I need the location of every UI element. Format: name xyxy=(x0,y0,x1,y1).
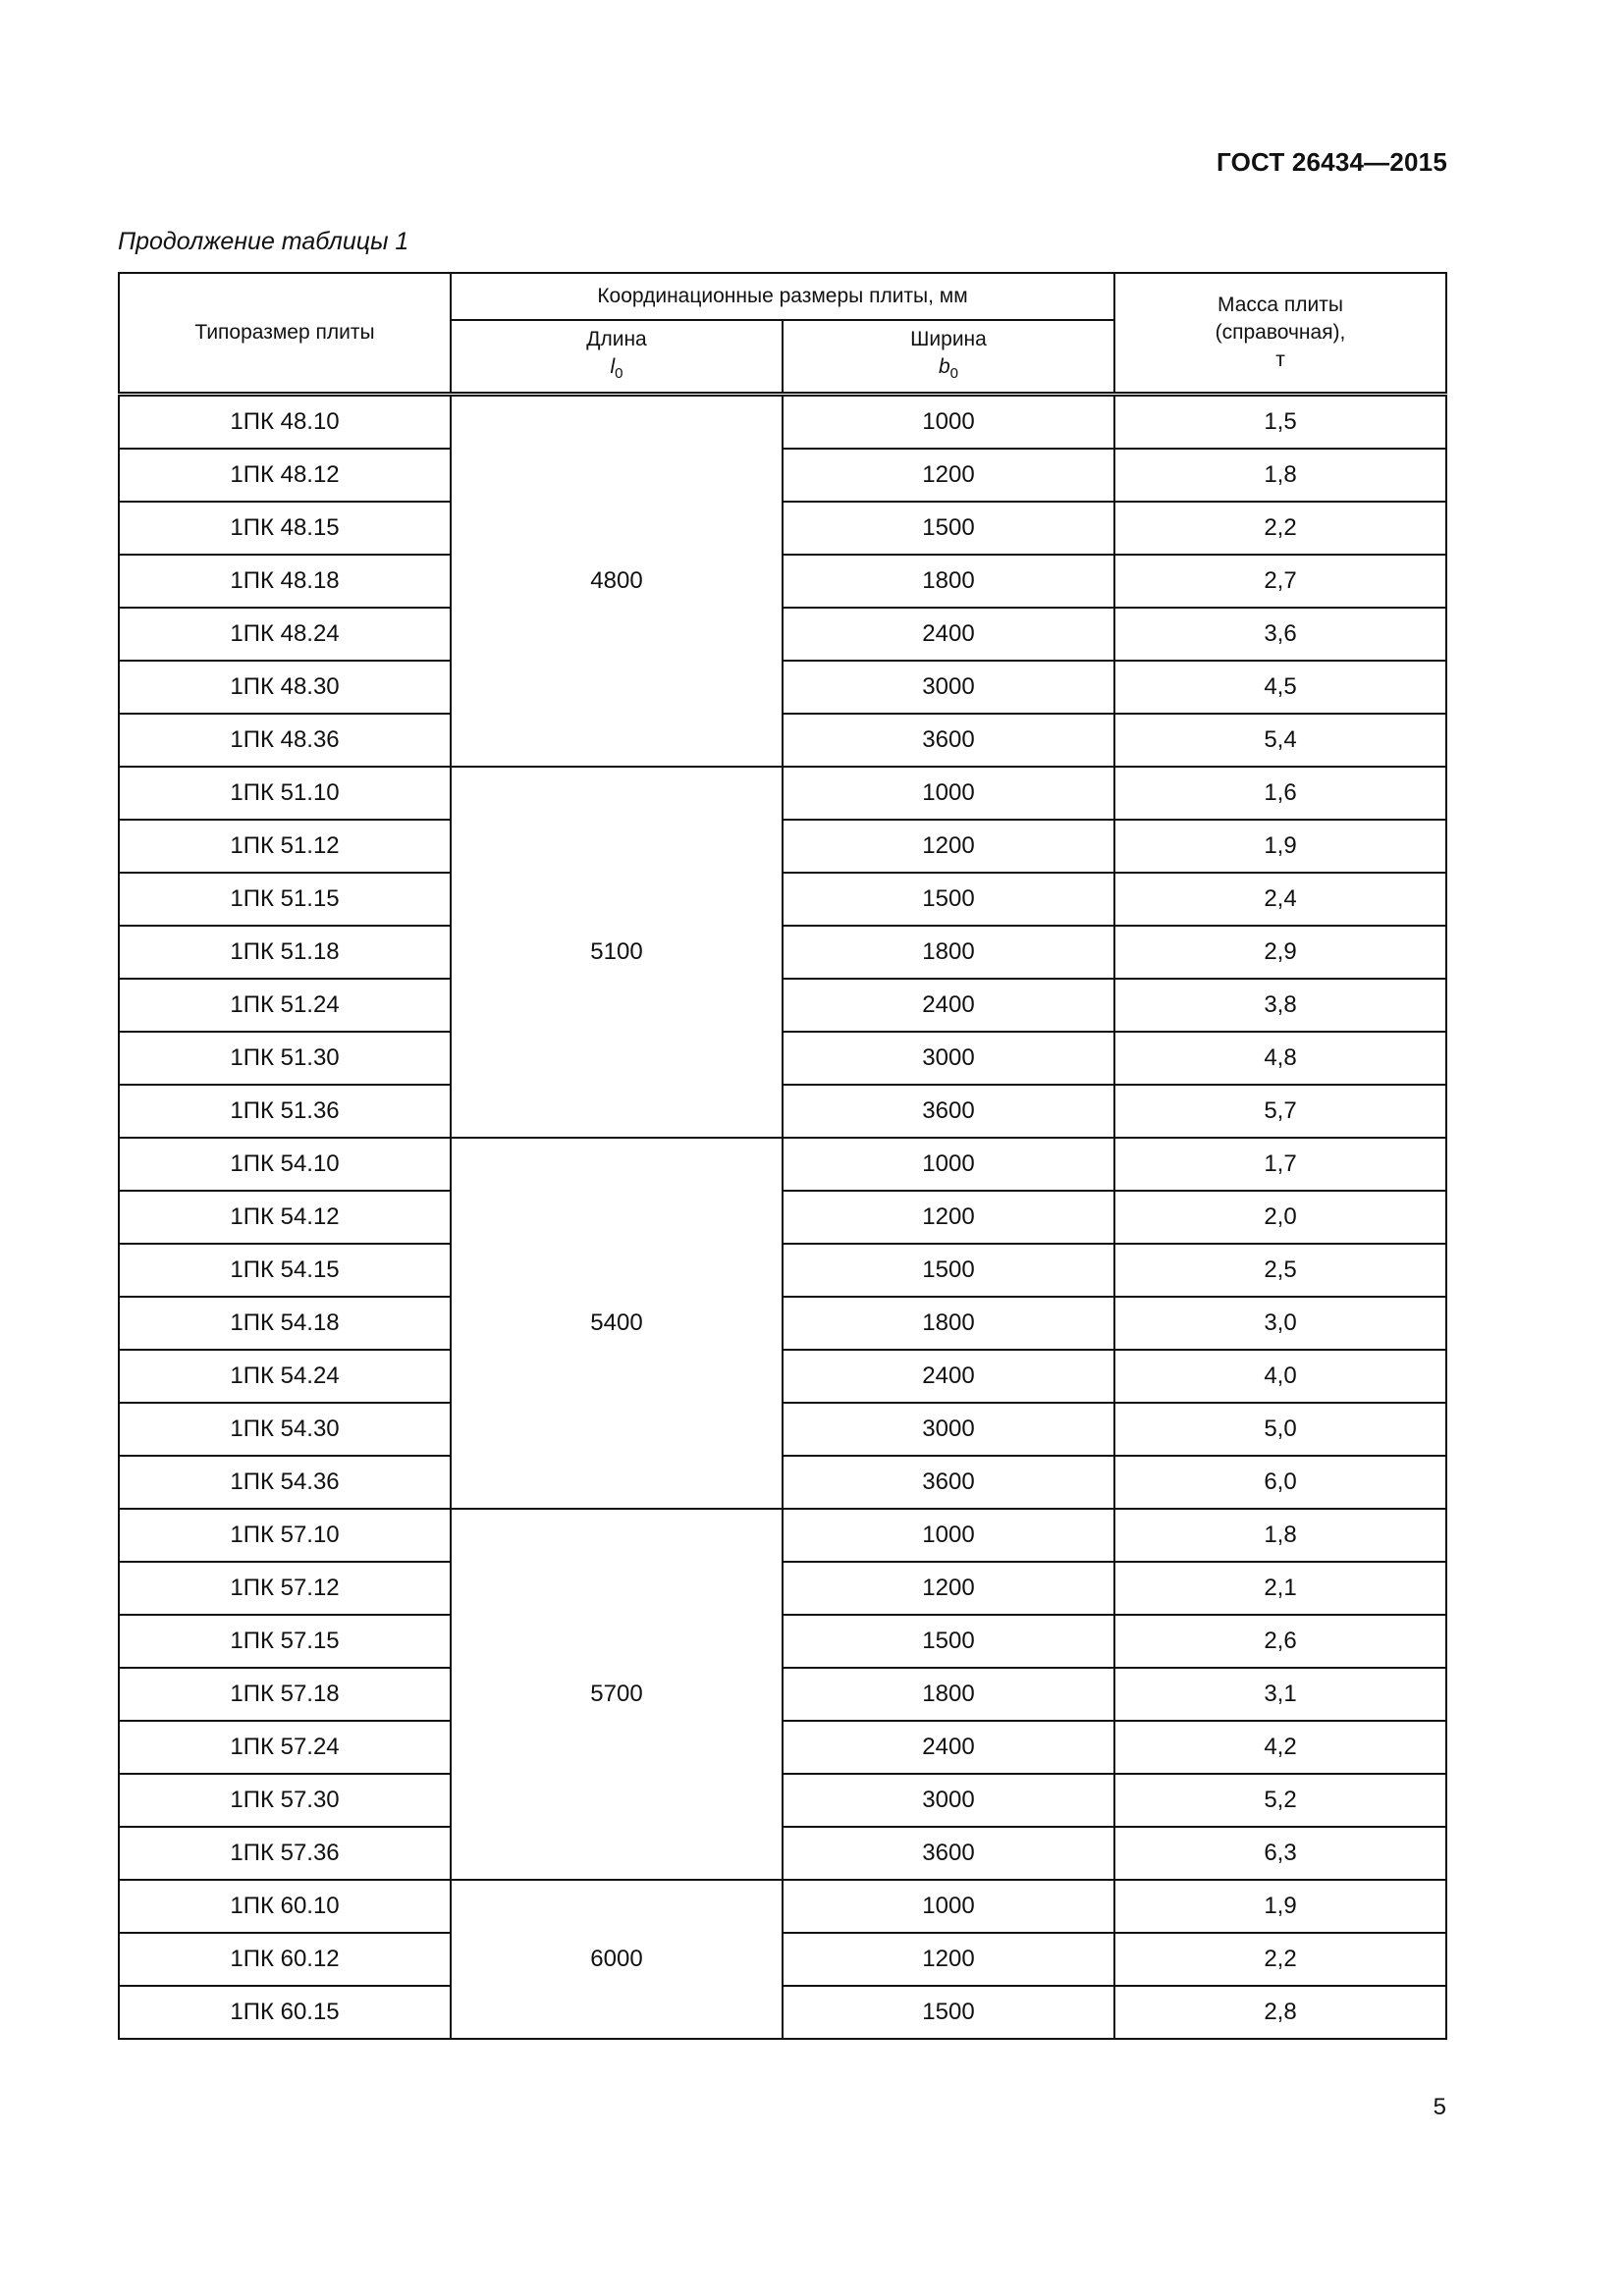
header-length xyxy=(451,320,783,395)
cell-width: 3000 xyxy=(783,1774,1114,1827)
cell-plate-type: 1ПК 57.15 xyxy=(119,1615,451,1668)
cell-width: 1500 xyxy=(783,873,1114,926)
header-length-symbol: l xyxy=(610,354,616,378)
cell-mass: 1,9 xyxy=(1114,1880,1446,1933)
cell-mass: 2,2 xyxy=(1114,1933,1446,1986)
header-width-symbol-wrap xyxy=(784,353,1113,388)
cell-width: 2400 xyxy=(783,1721,1114,1774)
cell-mass: 3,8 xyxy=(1114,979,1446,1032)
cell-width: 1500 xyxy=(783,502,1114,555)
cell-plate-type: 1ПК 54.24 xyxy=(119,1350,451,1403)
cell-width: 3000 xyxy=(783,1403,1114,1456)
table-row xyxy=(119,1456,1446,1509)
table-row xyxy=(119,873,1446,926)
table-row xyxy=(119,820,1446,873)
cell-width: 1200 xyxy=(783,1933,1114,1986)
cell-length: 4800 xyxy=(451,395,783,768)
header-width-subscript: 0 xyxy=(949,364,959,382)
cell-width: 1800 xyxy=(783,555,1114,608)
table-row xyxy=(119,1297,1446,1350)
table-row xyxy=(119,1138,1446,1191)
cell-width: 1000 xyxy=(783,1138,1114,1191)
table-continuation-caption: Продолжение таблицы 1 xyxy=(118,228,409,255)
cell-mass: 5,0 xyxy=(1114,1403,1446,1456)
table-row xyxy=(119,1562,1446,1615)
table-row xyxy=(119,767,1446,820)
cell-plate-type: 1ПК 54.15 xyxy=(119,1244,451,1297)
table-row xyxy=(119,979,1446,1032)
cell-plate-type: 1ПК 60.12 xyxy=(119,1933,451,1986)
cell-width: 3600 xyxy=(783,1827,1114,1880)
header-mass-line1: Масса плиты xyxy=(1218,294,1343,316)
table-row xyxy=(119,1668,1446,1721)
cell-width: 3000 xyxy=(783,661,1114,714)
cell-width: 2400 xyxy=(783,1350,1114,1403)
header-mass-line3: т xyxy=(1275,348,1285,371)
table-header xyxy=(119,273,1446,395)
cell-plate-type: 1ПК 57.30 xyxy=(119,1774,451,1827)
cell-width: 1000 xyxy=(783,1880,1114,1933)
table-row xyxy=(119,1244,1446,1297)
cell-mass: 2,6 xyxy=(1114,1615,1446,1668)
header-length-label: Длина xyxy=(586,327,647,350)
cell-plate-type: 1ПК 51.15 xyxy=(119,873,451,926)
table-row xyxy=(119,608,1446,661)
cell-width: 1800 xyxy=(783,1297,1114,1350)
table-row xyxy=(119,661,1446,714)
cell-plate-type: 1ПК 54.12 xyxy=(119,1191,451,1244)
cell-mass: 2,1 xyxy=(1114,1562,1446,1615)
header-length-subscript: 0 xyxy=(615,364,623,382)
cell-mass: 2,9 xyxy=(1114,926,1446,979)
cell-width: 1200 xyxy=(783,1191,1114,1244)
table-body xyxy=(119,395,1446,2040)
cell-width: 1500 xyxy=(783,1986,1114,2039)
cell-plate-type: 1ПК 54.18 xyxy=(119,1297,451,1350)
header-width-label: Ширина xyxy=(910,327,987,350)
cell-mass: 4,8 xyxy=(1114,1032,1446,1085)
table-row xyxy=(119,1085,1446,1138)
cell-plate-type: 1ПК 54.10 xyxy=(119,1138,451,1191)
cell-width: 2400 xyxy=(783,608,1114,661)
cell-width: 1000 xyxy=(783,1509,1114,1562)
cell-width: 1800 xyxy=(783,926,1114,979)
cell-mass: 1,9 xyxy=(1114,820,1446,873)
cell-width: 2400 xyxy=(783,979,1114,1032)
table-row xyxy=(119,449,1446,502)
header-mass xyxy=(1114,273,1446,395)
table-row xyxy=(119,1880,1446,1933)
cell-mass: 4,0 xyxy=(1114,1350,1446,1403)
cell-mass: 3,6 xyxy=(1114,608,1446,661)
cell-length: 5400 xyxy=(451,1138,783,1509)
table-row xyxy=(119,1774,1446,1827)
cell-mass: 1,8 xyxy=(1114,449,1446,502)
cell-plate-type: 1ПК 51.18 xyxy=(119,926,451,979)
cell-width: 1000 xyxy=(783,767,1114,820)
table-row xyxy=(119,395,1446,450)
page-number: 5 xyxy=(1433,2094,1446,2120)
header-mass-line2: (справочная), xyxy=(1215,321,1346,344)
cell-mass: 1,8 xyxy=(1114,1509,1446,1562)
cell-mass: 2,7 xyxy=(1114,555,1446,608)
cell-width: 3600 xyxy=(783,1456,1114,1509)
cell-width: 1000 xyxy=(783,395,1114,450)
cell-plate-type: 1ПК 57.12 xyxy=(119,1562,451,1615)
cell-plate-type: 1ПК 51.30 xyxy=(119,1032,451,1085)
cell-width: 1800 xyxy=(783,1668,1114,1721)
cell-plate-type: 1ПК 48.30 xyxy=(119,661,451,714)
cell-mass: 2,5 xyxy=(1114,1244,1446,1297)
cell-plate-type: 1ПК 51.12 xyxy=(119,820,451,873)
table-row xyxy=(119,555,1446,608)
header-length-symbol-wrap xyxy=(452,353,782,388)
table-row xyxy=(119,502,1446,555)
cell-plate-type: 1ПК 57.36 xyxy=(119,1827,451,1880)
cell-mass: 2,4 xyxy=(1114,873,1446,926)
table-row xyxy=(119,1403,1446,1456)
cell-mass: 6,0 xyxy=(1114,1456,1446,1509)
cell-width: 3600 xyxy=(783,714,1114,767)
cell-mass: 1,6 xyxy=(1114,767,1446,820)
table-row xyxy=(119,1615,1446,1668)
cell-plate-type: 1ПК 48.18 xyxy=(119,555,451,608)
cell-mass: 3,1 xyxy=(1114,1668,1446,1721)
cell-plate-type: 1ПК 48.15 xyxy=(119,502,451,555)
document-code: ГОСТ 26434—2015 xyxy=(1217,147,1447,177)
cell-plate-type: 1ПК 48.12 xyxy=(119,449,451,502)
table-row xyxy=(119,1986,1446,2039)
cell-plate-type: 1ПК 60.15 xyxy=(119,1986,451,2039)
cell-plate-type: 1ПК 48.24 xyxy=(119,608,451,661)
header-width xyxy=(783,320,1114,395)
cell-mass: 2,2 xyxy=(1114,502,1446,555)
table-row xyxy=(119,1350,1446,1403)
cell-length: 5700 xyxy=(451,1509,783,1880)
table-row xyxy=(119,926,1446,979)
cell-length: 5100 xyxy=(451,767,783,1138)
cell-width: 3000 xyxy=(783,1032,1114,1085)
table-row xyxy=(119,1827,1446,1880)
cell-mass: 6,3 xyxy=(1114,1827,1446,1880)
cell-mass: 5,2 xyxy=(1114,1774,1446,1827)
cell-width: 1500 xyxy=(783,1615,1114,1668)
cell-mass: 1,7 xyxy=(1114,1138,1446,1191)
cell-width: 1200 xyxy=(783,1562,1114,1615)
plate-dimensions-table xyxy=(118,272,1447,2040)
table-row xyxy=(119,714,1446,767)
cell-width: 1500 xyxy=(783,1244,1114,1297)
table-row xyxy=(119,1191,1446,1244)
cell-plate-type: 1ПК 60.10 xyxy=(119,1880,451,1933)
cell-mass: 5,4 xyxy=(1114,714,1446,767)
cell-plate-type: 1ПК 57.18 xyxy=(119,1668,451,1721)
cell-mass: 5,7 xyxy=(1114,1085,1446,1138)
cell-width: 1200 xyxy=(783,449,1114,502)
cell-length: 6000 xyxy=(451,1880,783,2039)
cell-plate-type: 1ПК 57.10 xyxy=(119,1509,451,1562)
cell-plate-type: 1ПК 48.10 xyxy=(119,395,451,450)
cell-mass: 4,2 xyxy=(1114,1721,1446,1774)
table-row xyxy=(119,1933,1446,1986)
cell-mass: 2,0 xyxy=(1114,1191,1446,1244)
cell-mass: 4,5 xyxy=(1114,661,1446,714)
header-width-symbol: b xyxy=(938,354,950,378)
cell-width: 3600 xyxy=(783,1085,1114,1138)
header-type: Типоразмер плиты xyxy=(119,273,451,395)
table-row xyxy=(119,1509,1446,1562)
cell-mass: 1,5 xyxy=(1114,395,1446,450)
cell-plate-type: 1ПК 54.36 xyxy=(119,1456,451,1509)
cell-plate-type: 1ПК 51.24 xyxy=(119,979,451,1032)
cell-mass: 2,8 xyxy=(1114,1986,1446,2039)
table-row xyxy=(119,1721,1446,1774)
cell-plate-type: 1ПК 54.30 xyxy=(119,1403,451,1456)
cell-plate-type: 1ПК 51.36 xyxy=(119,1085,451,1138)
cell-plate-type: 1ПК 48.36 xyxy=(119,714,451,767)
cell-plate-type: 1ПК 57.24 xyxy=(119,1721,451,1774)
cell-mass: 3,0 xyxy=(1114,1297,1446,1350)
header-coord-sizes: Координационные размеры плиты, мм xyxy=(451,273,1114,320)
cell-width: 1200 xyxy=(783,820,1114,873)
table-row xyxy=(119,1032,1446,1085)
cell-plate-type: 1ПК 51.10 xyxy=(119,767,451,820)
